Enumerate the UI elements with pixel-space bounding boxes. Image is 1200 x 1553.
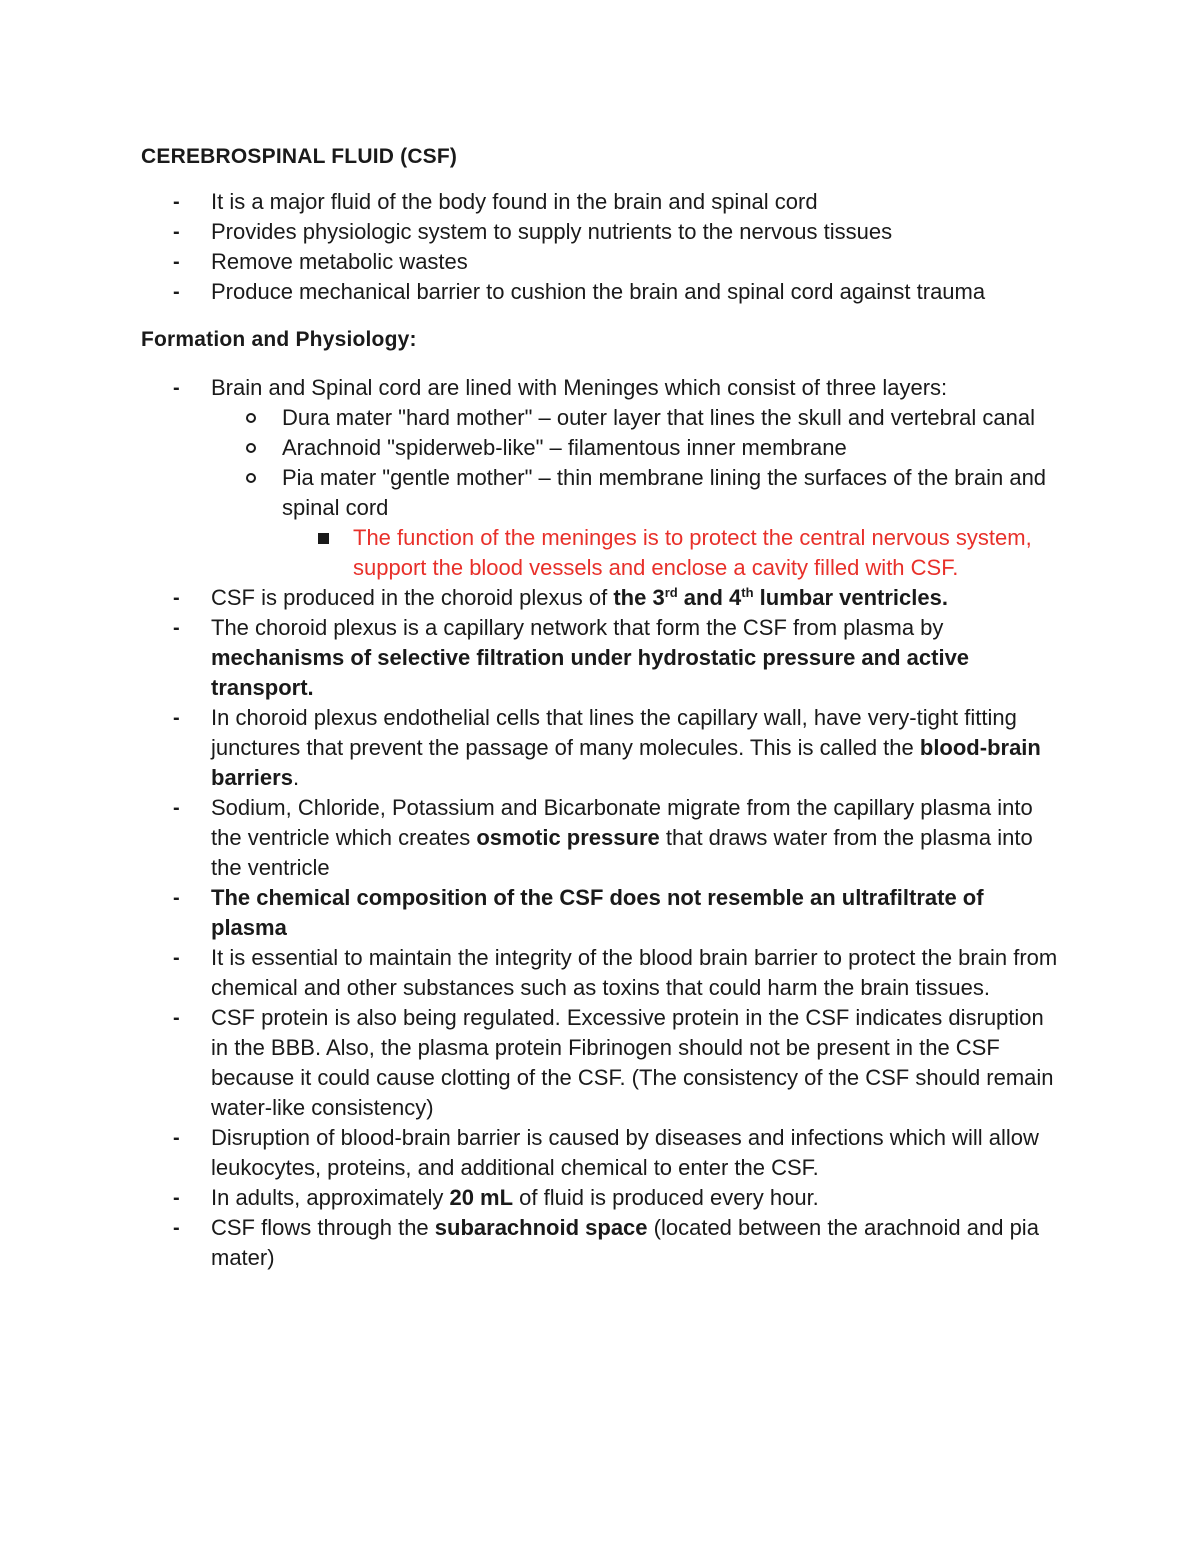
superscript: rd [664, 585, 678, 600]
list-item-integrity [0, 943, 1061, 1003]
dash-bullet: - [173, 587, 180, 609]
dash-bullet: - [173, 1187, 180, 1209]
page-title: CEREBROSPINAL FLUID (CSF) [141, 145, 458, 168]
list-item [0, 247, 1061, 277]
dash-bullet: - [173, 707, 180, 729]
intro-list [0, 187, 1200, 307]
item-text: CSF is produced in the choroid plexus of [211, 585, 614, 610]
bold-text: subarachnoid space [434, 1215, 648, 1240]
dash-bullet: - [173, 1217, 180, 1239]
list-item-adults [0, 1183, 1061, 1213]
item-text: Provides physiologic system to supply nutrients to the nervous tissues [211, 219, 893, 244]
bold-text: mechanisms of selective filtration under hydrostatic pressure and active transport. [211, 645, 970, 700]
item-text: Arachnoid "spiderweb-like" – filamentous inner membrane [282, 435, 847, 460]
bold-text: lumbar ventricles. [753, 585, 948, 610]
list-item-meninges [0, 373, 1061, 403]
item-text: It is essential to maintain the integrity of the blood brain barrier to protect the brain from chemical and other substances such as toxins that could harm the brain tissues. [211, 945, 1058, 1000]
bold-text: and 4 [677, 585, 742, 610]
sublist-item-pia [0, 463, 1082, 523]
item-text: Brain and Spinal cord are lined with Meninges which consist of three layers: [211, 375, 948, 400]
list-item-osmotic [0, 793, 1061, 883]
dash-bullet: - [173, 191, 180, 213]
sublist-item-dura [0, 403, 1082, 433]
bold-text: The chemical composition of the CSF does not resemble an ultrafiltrate of plasma [211, 885, 984, 940]
list-item-disruption [0, 1123, 1061, 1183]
dash-bullet: - [173, 1007, 180, 1029]
item-text: It is a major fluid of the body found in the brain and spinal cord [211, 189, 818, 214]
list-item-barrier [0, 703, 1061, 793]
item-text: Disruption of blood-brain barrier is caused by diseases and infections which will allow leukocytes, proteins, and additional chemical to enter the CSF. [211, 1125, 1039, 1180]
item-text: Sodium, Chloride, Potassium and Bicarbonate migrate from the capillary plasma into the ventricle which creates [211, 795, 1033, 850]
formation-list [0, 373, 1200, 1273]
sublist-item-arachnoid [0, 433, 1082, 463]
dash-bullet: - [173, 887, 180, 909]
item-text: Pia mater "gentle mother" – thin membrane lining the surfaces of the brain and spinal cord [282, 465, 1047, 520]
list-item-protein [0, 1003, 1061, 1123]
list-item [0, 187, 1061, 217]
item-text: The function of the meninges is to protect the central nervous system, support the blood vessels and enclose a cavity filled with CSF. [353, 525, 1032, 580]
dash-bullet: - [173, 617, 180, 639]
item-text: Produce mechanical barrier to cushion the brain and spinal cord against trauma [211, 279, 986, 304]
list-item-flow [0, 1213, 1061, 1273]
dash-bullet: - [173, 797, 180, 819]
bold-text: osmotic pressure [476, 825, 660, 850]
item-text: of fluid is produced every hour. [513, 1185, 819, 1210]
meninges-function-note [0, 523, 1053, 583]
superscript: th [741, 585, 754, 600]
item-text: Remove metabolic wastes [211, 249, 468, 274]
bold-text: 20 mL [449, 1185, 514, 1210]
circle-bullet-icon [246, 473, 256, 483]
item-text: . [292, 765, 300, 790]
list-item-plexus [0, 613, 1061, 703]
item-text: CSF protein is also being regulated. Excessive protein in the CSF indicates disruption in the BBB. Also, the plasma protein Fibrinogen should not be present in the CSF because it could cause clotting of the CSF. (The consistency of the CSF should remain water-like consistency) [211, 1005, 1054, 1120]
dash-bullet: - [173, 377, 180, 399]
dash-bullet: - [173, 1127, 180, 1149]
dash-bullet: - [173, 221, 180, 243]
dash-bullet: - [173, 281, 180, 303]
item-text: In adults, approximately [211, 1185, 450, 1210]
dash-bullet: - [173, 251, 180, 273]
circle-bullet-icon [246, 413, 256, 423]
item-text: that draws water from the plasma into the ventricle [211, 825, 1033, 880]
item-text: The choroid plexus is a capillary network that form the CSF from plasma by [211, 615, 944, 640]
list-item-composition [0, 883, 1061, 943]
list-item-produced [0, 583, 1061, 613]
dash-bullet: - [173, 947, 180, 969]
item-text: In choroid plexus endothelial cells that lines the capillary wall, have very-tight fitting junctures that prevent the passage of many molecules. This is called the [211, 705, 1017, 760]
square-bullet-icon [318, 533, 329, 544]
item-text: Dura mater "hard mother" – outer layer that lines the skull and vertebral canal [282, 405, 1035, 430]
bold-text: the 3 [613, 585, 665, 610]
list-item [0, 277, 1061, 307]
item-text: CSF flows through the [211, 1215, 435, 1240]
section-heading: Formation and Physiology: [141, 328, 417, 351]
bold-text: blood-brain barriers [211, 735, 1041, 790]
list-item [0, 217, 1061, 247]
item-text: (located between the arachnoid and pia mater) [211, 1215, 1039, 1270]
circle-bullet-icon [246, 443, 256, 453]
